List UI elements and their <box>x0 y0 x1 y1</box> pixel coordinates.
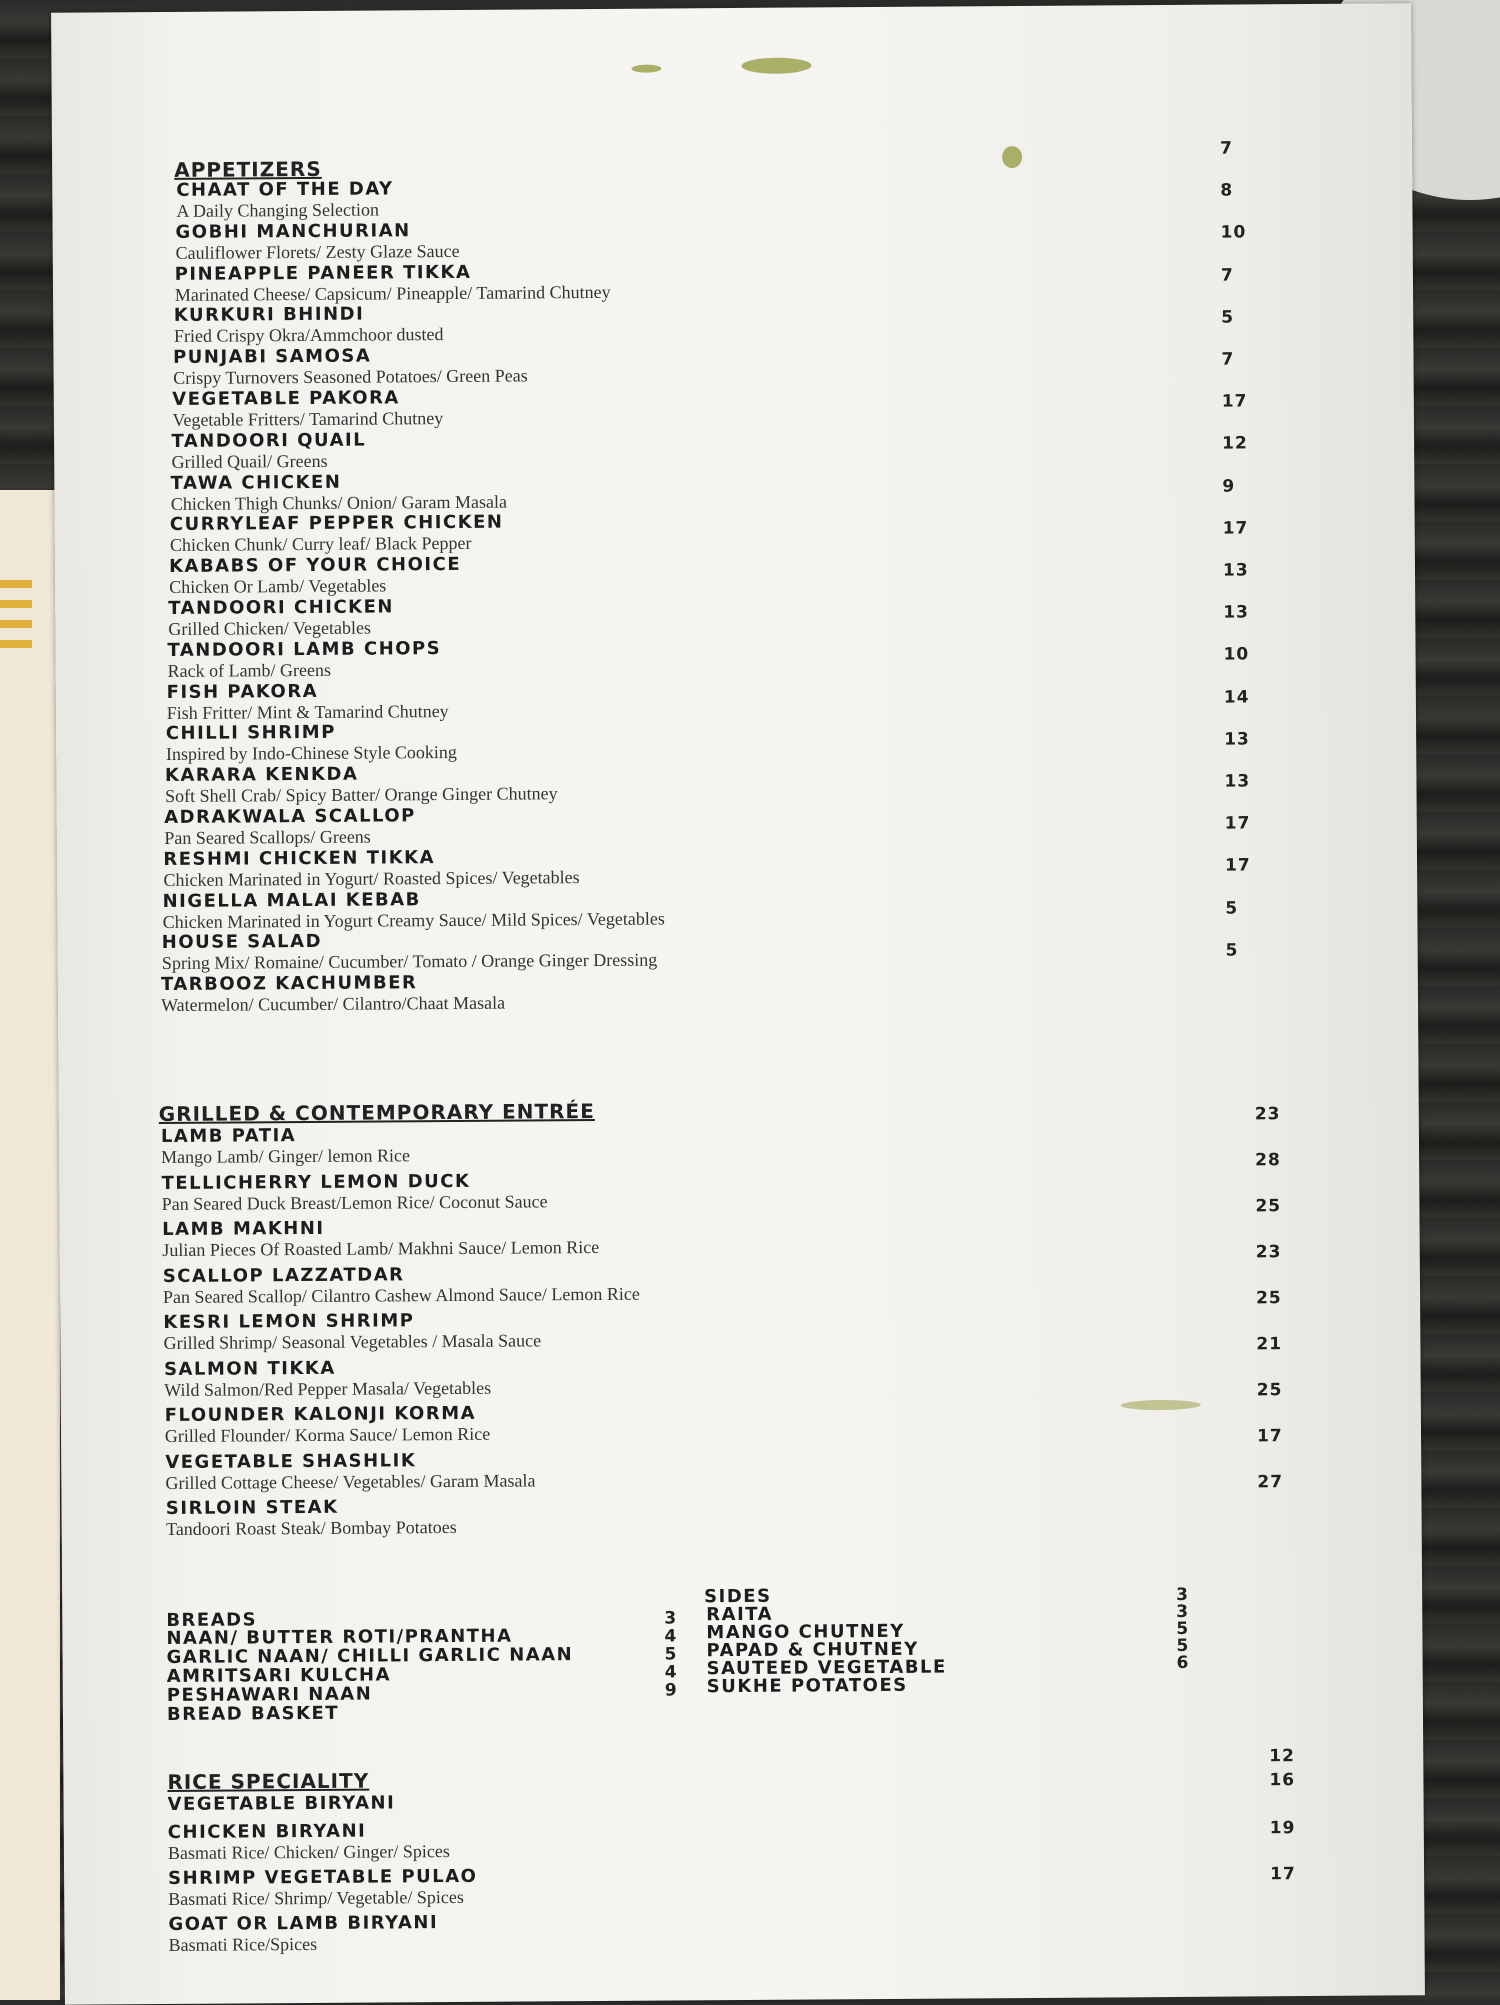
item-price: 7 <box>1219 138 1233 159</box>
menu-item <box>175 216 955 263</box>
item-name: KURKURI BHINDI <box>173 303 365 327</box>
menu-item <box>161 1167 941 1214</box>
item-name: VEGETABLE BIRYANI <box>167 1792 396 1816</box>
item-price: 13 <box>1223 602 1250 623</box>
item-description: Wild Salmon/Red Pepper Masala/ Vegetables <box>164 1377 492 1400</box>
item-name: TELLICHERRY LEMON DUCK <box>161 1170 471 1194</box>
item-description: Chicken Or Lamb/ Vegetables <box>169 575 387 598</box>
card-stripe <box>0 640 32 648</box>
item-name: KABABS OF YOUR CHOICE <box>168 554 462 578</box>
item-price: 25 <box>1256 1380 1283 1401</box>
item-price: 5 <box>664 1644 677 1665</box>
item-name: SALMON TIKKA <box>163 1357 336 1380</box>
item-price: 4 <box>664 1662 677 1683</box>
item-price: 5 <box>1221 307 1235 328</box>
item-name: CHICKEN BIRYANI <box>167 1820 367 1844</box>
item-description: Chicken Marinated in Yogurt/ Roasted Spices/ Vegetables <box>163 866 580 890</box>
item-name: TARBOOZ KACHUMBER <box>160 972 418 996</box>
item-price: 3 <box>1176 1601 1189 1622</box>
item-description: Julian Pieces Of Roasted Lamb/ Makhni Sauce/ Lemon Rice <box>162 1236 600 1261</box>
item-description: Inspired by Indo-Chinese Style Cooking <box>165 742 457 765</box>
item-price: 13 <box>1224 729 1250 750</box>
list-item: PAPAD & CHUTNEY <box>706 1638 919 1662</box>
menu-item <box>174 300 954 347</box>
menu-item <box>167 676 947 723</box>
item-description: Basmati Rice/ Shrimp/ Vegetable/ Spices <box>168 1886 464 1909</box>
item-price: 28 <box>1255 1150 1281 1171</box>
item-price: 10 <box>1220 222 1247 244</box>
item-description: Grilled Cottage Cheese/ Vegetables/ Garam Masala <box>165 1469 536 1493</box>
stain <box>741 57 811 73</box>
item-description: Watermelon/ Cucumber/ Cilantro/Chaat Masala <box>161 992 506 1016</box>
menu-item <box>162 1214 942 1261</box>
item-name: PUNJABI SAMOSA <box>172 345 372 369</box>
item-name: SHRIMP VEGETABLE PULAO <box>168 1865 478 1889</box>
item-name: LAMB MAKHNI <box>162 1217 325 1241</box>
item-name: CHILLI SHRIMP <box>165 722 336 745</box>
item-price: 4 <box>664 1626 677 1647</box>
list-item: PESHAWARI NAAN <box>166 1683 373 1707</box>
list-item: AMRITSARI KULCHA <box>166 1664 392 1688</box>
item-price: 9 <box>664 1680 677 1701</box>
entree-title: GRILLED & CONTEMPORARY ENTRÉE <box>158 1099 595 1127</box>
item-price: 7 <box>1220 265 1234 286</box>
item-description: Spring Mix/ Romaine/ Cucumber/ Tomato / Orange Ginger Dressing <box>161 949 658 974</box>
item-description: Cauliflower Florets/ Zesty Glaze Sauce <box>175 240 460 263</box>
item-description: Grilled Quail/ Greens <box>171 450 328 472</box>
item-description: Pan Seared Scallop/ Cilantro Cashew Almond Sauce/ Lemon Rice <box>162 1283 640 1307</box>
menu-sheet <box>51 3 1425 2004</box>
item-name: VEGETABLE SHASHLIK <box>165 1449 417 1473</box>
list-item: BREAD BASKET <box>166 1702 340 1726</box>
menu-item <box>176 174 956 221</box>
list-item: MANGO CHUTNEY <box>706 1620 905 1644</box>
item-price: 25 <box>1255 1196 1282 1217</box>
menu-item <box>161 969 941 1016</box>
list-item: SAUTEED VEGETABLE <box>706 1656 947 1680</box>
menu-item <box>165 1446 945 1493</box>
menu-item <box>166 718 946 765</box>
item-price: 19 <box>1269 1818 1296 1839</box>
stain <box>631 65 661 73</box>
item-price: 17 <box>1221 391 1248 412</box>
item-price: 17 <box>1224 813 1251 834</box>
item-name: SCALLOP LAZZATDAR <box>162 1263 405 1287</box>
item-name: PINEAPPLE PANEER TIKKA <box>174 261 472 285</box>
item-description: Fried Crispy Okra/Ammchoor dusted <box>173 324 444 347</box>
item-name: TANDOORI QUAIL <box>171 429 367 452</box>
item-price: 17 <box>1224 855 1251 876</box>
item-price: 14 <box>1223 687 1250 708</box>
item-name: KARARA KENKDA <box>164 763 359 787</box>
item-price: 16 <box>1269 1770 1296 1791</box>
menu-item <box>163 1260 943 1307</box>
menu-item <box>168 1789 948 1815</box>
item-description: Crispy Turnovers Seasoned Potatoes/ Green Peas <box>173 365 528 389</box>
item-price: 12 <box>1222 433 1248 454</box>
menu-item <box>171 467 951 514</box>
menu-item <box>175 258 955 305</box>
menu-item <box>171 425 951 472</box>
menu-item <box>168 1863 948 1910</box>
item-description: Fish Fritter/ Mint & Tamarind Chutney <box>166 700 449 723</box>
item-description: Chicken Marinated in Yogurt Creamy Sauce/ Mild Spices/ Vegetables <box>162 908 665 932</box>
item-name: ADRAKWALA SCALLOP <box>164 805 416 829</box>
menu-item <box>172 383 952 430</box>
item-name: LAMB PATIA <box>160 1125 297 1148</box>
item-description: Soft Shell Crab/ Spicy Batter/ Orange Ginger Chutney <box>165 783 558 807</box>
item-description: Grilled Shrimp/ Seasonal Vegetables / Masala Sauce <box>163 1330 542 1354</box>
menu-item <box>162 885 942 932</box>
list-item: RAITA <box>706 1603 774 1626</box>
item-description: A Daily Changing Selection <box>176 199 379 221</box>
item-description: Chicken Chunk/ Curry leaf/ Black Pepper <box>169 533 472 556</box>
item-price: 5 <box>1176 1635 1189 1656</box>
item-description: Marinated Cheese/ Capsicum/ Pineapple/ Tamarind Chutney <box>174 281 611 305</box>
item-name: NIGELLA MALAI KEBAB <box>162 888 421 912</box>
menu-item <box>162 927 942 974</box>
item-price: 23 <box>1255 1242 1282 1263</box>
menu-item <box>165 1400 945 1447</box>
item-name: GOAT OR LAMB BIRYANI <box>168 1912 439 1935</box>
item-name: FISH PAKORA <box>166 680 319 703</box>
item-price: 9 <box>1222 476 1236 497</box>
rice-title: RICE SPECIALITY <box>167 1768 370 1795</box>
sides-title: SIDES <box>704 1585 772 1608</box>
menu-item <box>167 634 947 681</box>
item-name: HOUSE SALAD <box>161 931 323 954</box>
item-price: 3 <box>1176 1584 1189 1605</box>
card-stripe <box>0 600 32 608</box>
stain <box>1002 146 1022 168</box>
item-price: 17 <box>1256 1426 1283 1447</box>
menu-item <box>165 760 945 807</box>
list-item: GARLIC NAAN/ CHILLI GARLIC NAAN <box>166 1644 574 1669</box>
menu-item <box>164 1353 944 1400</box>
item-description: Tandoori Roast Steak/ Bombay Potatoes <box>165 1516 457 1540</box>
menu-item <box>169 551 949 598</box>
menu-item <box>163 1307 943 1354</box>
item-description: Vegetable Fritters/ Tamarind Chutney <box>172 408 444 430</box>
list-item: SUKHE POTATOES <box>706 1674 908 1698</box>
item-price: 21 <box>1256 1334 1283 1355</box>
item-name: FLOUNDER KALONJI KORMA <box>164 1402 477 1427</box>
card-stripe <box>0 620 32 628</box>
item-name: CHAAT OF THE DAY <box>176 178 394 201</box>
item-description: Basmati Rice/Spices <box>168 1933 318 1955</box>
item-price: 23 <box>1254 1104 1281 1125</box>
appetizers-title: APPETIZERS <box>174 156 322 182</box>
background-card <box>0 490 60 2000</box>
item-description: Grilled Chicken/ Vegetables <box>168 617 372 639</box>
item-name: CURRYLEAF PEPPER CHICKEN <box>169 512 504 536</box>
list-item: NAAN/ BUTTER ROTI/PRANTHA <box>166 1625 513 1650</box>
item-price: 5 <box>1176 1618 1189 1639</box>
item-name: VEGETABLE PAKORA <box>172 387 400 410</box>
item-price: 10 <box>1223 644 1250 665</box>
item-price: 3 <box>664 1608 677 1629</box>
item-name: TANDOORI LAMB CHOPS <box>167 637 442 661</box>
stain <box>1121 1400 1201 1411</box>
item-name: TAWA CHICKEN <box>170 471 342 494</box>
item-description: Grilled Flounder/ Korma Sauce/ Lemon Rice <box>164 1423 491 1447</box>
item-name: SIRLOIN STEAK <box>165 1496 339 1520</box>
menu-item <box>161 1121 941 1168</box>
item-description: Rack of Lamb/ Greens <box>167 659 332 681</box>
menu-item <box>168 593 948 640</box>
item-description: Basmati Rice/ Chicken/ Ginger/ Spices <box>167 1841 450 1864</box>
item-description: Pan Seared Duck Breast/Lemon Rice/ Coconut Sauce <box>161 1190 548 1214</box>
item-price: 6 <box>1176 1652 1189 1673</box>
menu-item <box>173 342 953 389</box>
item-price: 12 <box>1269 1746 1296 1767</box>
item-description: Chicken Thigh Chunks/ Onion/ Garam Masala <box>170 491 507 514</box>
menu-item <box>166 1493 946 1540</box>
item-price: 17 <box>1270 1864 1296 1885</box>
menu-item <box>168 1909 948 1956</box>
menu-item <box>164 802 944 849</box>
item-name: TANDOORI CHICKEN <box>168 596 395 619</box>
menu-item <box>170 509 950 556</box>
item-price: 7 <box>1221 349 1235 370</box>
item-name: KESRI LEMON SHRIMP <box>163 1310 415 1334</box>
menu-item <box>168 1817 948 1864</box>
item-price: 13 <box>1222 560 1249 581</box>
item-description: Mango Lamb/ Ginger/ lemon Rice <box>160 1145 411 1168</box>
menu-item <box>163 843 943 890</box>
item-price: 8 <box>1220 180 1234 201</box>
item-price: 27 <box>1257 1472 1284 1493</box>
item-name: GOBHI MANCHURIAN <box>175 220 411 243</box>
item-price: 13 <box>1224 771 1251 792</box>
card-stripe <box>0 580 32 588</box>
item-description: Pan Seared Scallops/ Greens <box>164 826 371 849</box>
breads-title: BREADS <box>166 1609 258 1632</box>
item-price: 5 <box>1225 898 1239 919</box>
item-price: 25 <box>1255 1288 1282 1309</box>
item-price: 5 <box>1225 940 1239 961</box>
item-name: RESHMI CHICKEN TIKKA <box>163 846 436 870</box>
item-price: 17 <box>1222 518 1249 539</box>
